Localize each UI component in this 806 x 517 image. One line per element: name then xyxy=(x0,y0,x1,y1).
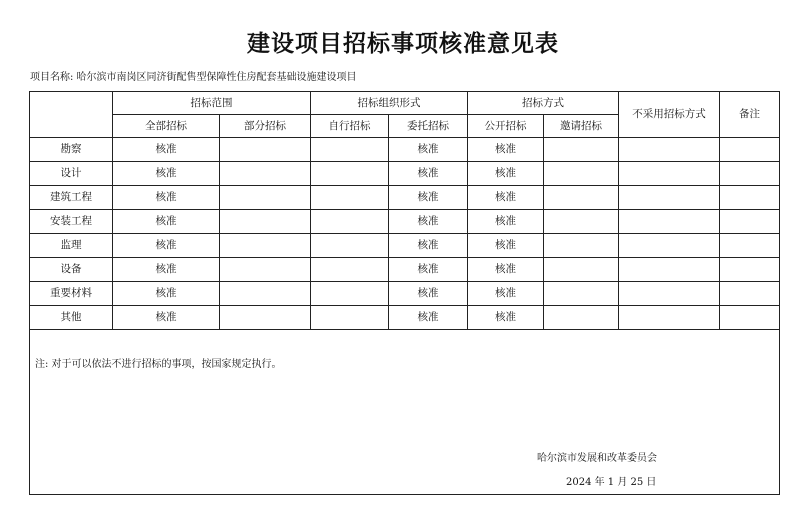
table-row xyxy=(30,306,780,330)
cell-self xyxy=(311,138,389,162)
cell-no-bid xyxy=(619,186,720,210)
cell-full: 核准 xyxy=(113,138,220,162)
note-text: 注: 对于可以依法不进行招标的事项，按国家规定执行。 xyxy=(35,359,282,370)
project-name: 项目名称: 哈尔滨市南岗区同济街配售型保障性住房配套基础设施建设项目 xyxy=(30,72,357,83)
cell-self xyxy=(311,234,389,258)
cell-item: 设备 xyxy=(30,258,113,282)
cell-no-bid xyxy=(619,138,720,162)
cell-entrusted: 核准 xyxy=(389,258,468,282)
cell-remark xyxy=(720,162,780,186)
table-row xyxy=(30,234,780,258)
cell-open: 核准 xyxy=(468,138,544,162)
cell-entrusted: 核准 xyxy=(389,210,468,234)
header-org-form: 招标组织形式 xyxy=(311,92,468,115)
cell-open: 核准 xyxy=(468,234,544,258)
header-partial: 部分招标 xyxy=(220,115,311,138)
cell-open: 核准 xyxy=(468,306,544,330)
cell-invited xyxy=(544,162,619,186)
cell-full: 核准 xyxy=(113,258,220,282)
header-scope: 招标范围 xyxy=(113,92,311,115)
cell-item: 设计 xyxy=(30,162,113,186)
header-method: 招标方式 xyxy=(468,92,619,115)
cell-entrusted: 核准 xyxy=(389,138,468,162)
cell-self xyxy=(311,282,389,306)
cell-no-bid xyxy=(619,258,720,282)
table-row xyxy=(30,162,780,186)
cell-no-bid xyxy=(619,306,720,330)
cell-open: 核准 xyxy=(468,210,544,234)
cell-item: 勘察 xyxy=(30,138,113,162)
header-open: 公开招标 xyxy=(468,115,544,138)
header-self: 自行招标 xyxy=(311,115,389,138)
cell-invited xyxy=(544,282,619,306)
cell-invited xyxy=(544,258,619,282)
cell-remark xyxy=(720,282,780,306)
cell-open: 核准 xyxy=(468,282,544,306)
table-row xyxy=(30,186,780,210)
cell-partial xyxy=(220,306,311,330)
cell-full: 核准 xyxy=(113,306,220,330)
form-title: 建设项目招标事项核准意见表 xyxy=(247,30,559,57)
cell-open: 核准 xyxy=(468,258,544,282)
cell-invited xyxy=(544,186,619,210)
cell-partial xyxy=(220,234,311,258)
issuer: 哈尔滨市发展和改革委员会 xyxy=(537,453,657,464)
cell-partial xyxy=(220,282,311,306)
cell-remark xyxy=(720,210,780,234)
cell-full: 核准 xyxy=(113,162,220,186)
cell-no-bid xyxy=(619,162,720,186)
cell-entrusted: 核准 xyxy=(389,282,468,306)
cell-open: 核准 xyxy=(468,186,544,210)
cell-invited xyxy=(544,138,619,162)
header-row-1 xyxy=(30,92,780,115)
header-item-blank xyxy=(30,92,113,138)
table-row xyxy=(30,282,780,306)
cell-partial xyxy=(220,162,311,186)
cell-remark xyxy=(720,258,780,282)
cell-item: 重要材料 xyxy=(30,282,113,306)
cell-remark xyxy=(720,186,780,210)
cell-self xyxy=(311,162,389,186)
cell-invited xyxy=(544,234,619,258)
cell-invited xyxy=(544,210,619,234)
cell-entrusted: 核准 xyxy=(389,306,468,330)
cell-full: 核准 xyxy=(113,282,220,306)
header-full: 全部招标 xyxy=(113,115,220,138)
cell-item: 安装工程 xyxy=(30,210,113,234)
cell-remark xyxy=(720,234,780,258)
header-entrusted: 委托招标 xyxy=(389,115,468,138)
cell-invited xyxy=(544,306,619,330)
table-row xyxy=(30,138,780,162)
cell-full: 核准 xyxy=(113,186,220,210)
cell-no-bid xyxy=(619,282,720,306)
cell-entrusted: 核准 xyxy=(389,234,468,258)
note-cell xyxy=(30,330,780,495)
cell-item: 监理 xyxy=(30,234,113,258)
cell-remark xyxy=(720,138,780,162)
header-invited: 邀请招标 xyxy=(544,115,619,138)
cell-full: 核准 xyxy=(113,234,220,258)
approval-table xyxy=(29,91,780,495)
cell-partial xyxy=(220,186,311,210)
cell-partial xyxy=(220,138,311,162)
header-no-bid: 不采用招标方式 xyxy=(619,92,720,138)
cell-full: 核准 xyxy=(113,210,220,234)
cell-no-bid xyxy=(619,210,720,234)
cell-partial xyxy=(220,210,311,234)
cell-no-bid xyxy=(619,234,720,258)
note-row xyxy=(30,330,780,495)
cell-self xyxy=(311,306,389,330)
cell-self xyxy=(311,210,389,234)
table-row xyxy=(30,210,780,234)
cell-item: 其他 xyxy=(30,306,113,330)
cell-partial xyxy=(220,258,311,282)
cell-remark xyxy=(720,306,780,330)
cell-entrusted: 核准 xyxy=(389,186,468,210)
cell-entrusted: 核准 xyxy=(389,162,468,186)
issue-date: 2024 年 1 月 25 日 xyxy=(566,477,657,488)
cell-self xyxy=(311,258,389,282)
table-row xyxy=(30,258,780,282)
cell-self xyxy=(311,186,389,210)
cell-item: 建筑工程 xyxy=(30,186,113,210)
header-remark: 备注 xyxy=(720,92,780,138)
cell-open: 核准 xyxy=(468,162,544,186)
